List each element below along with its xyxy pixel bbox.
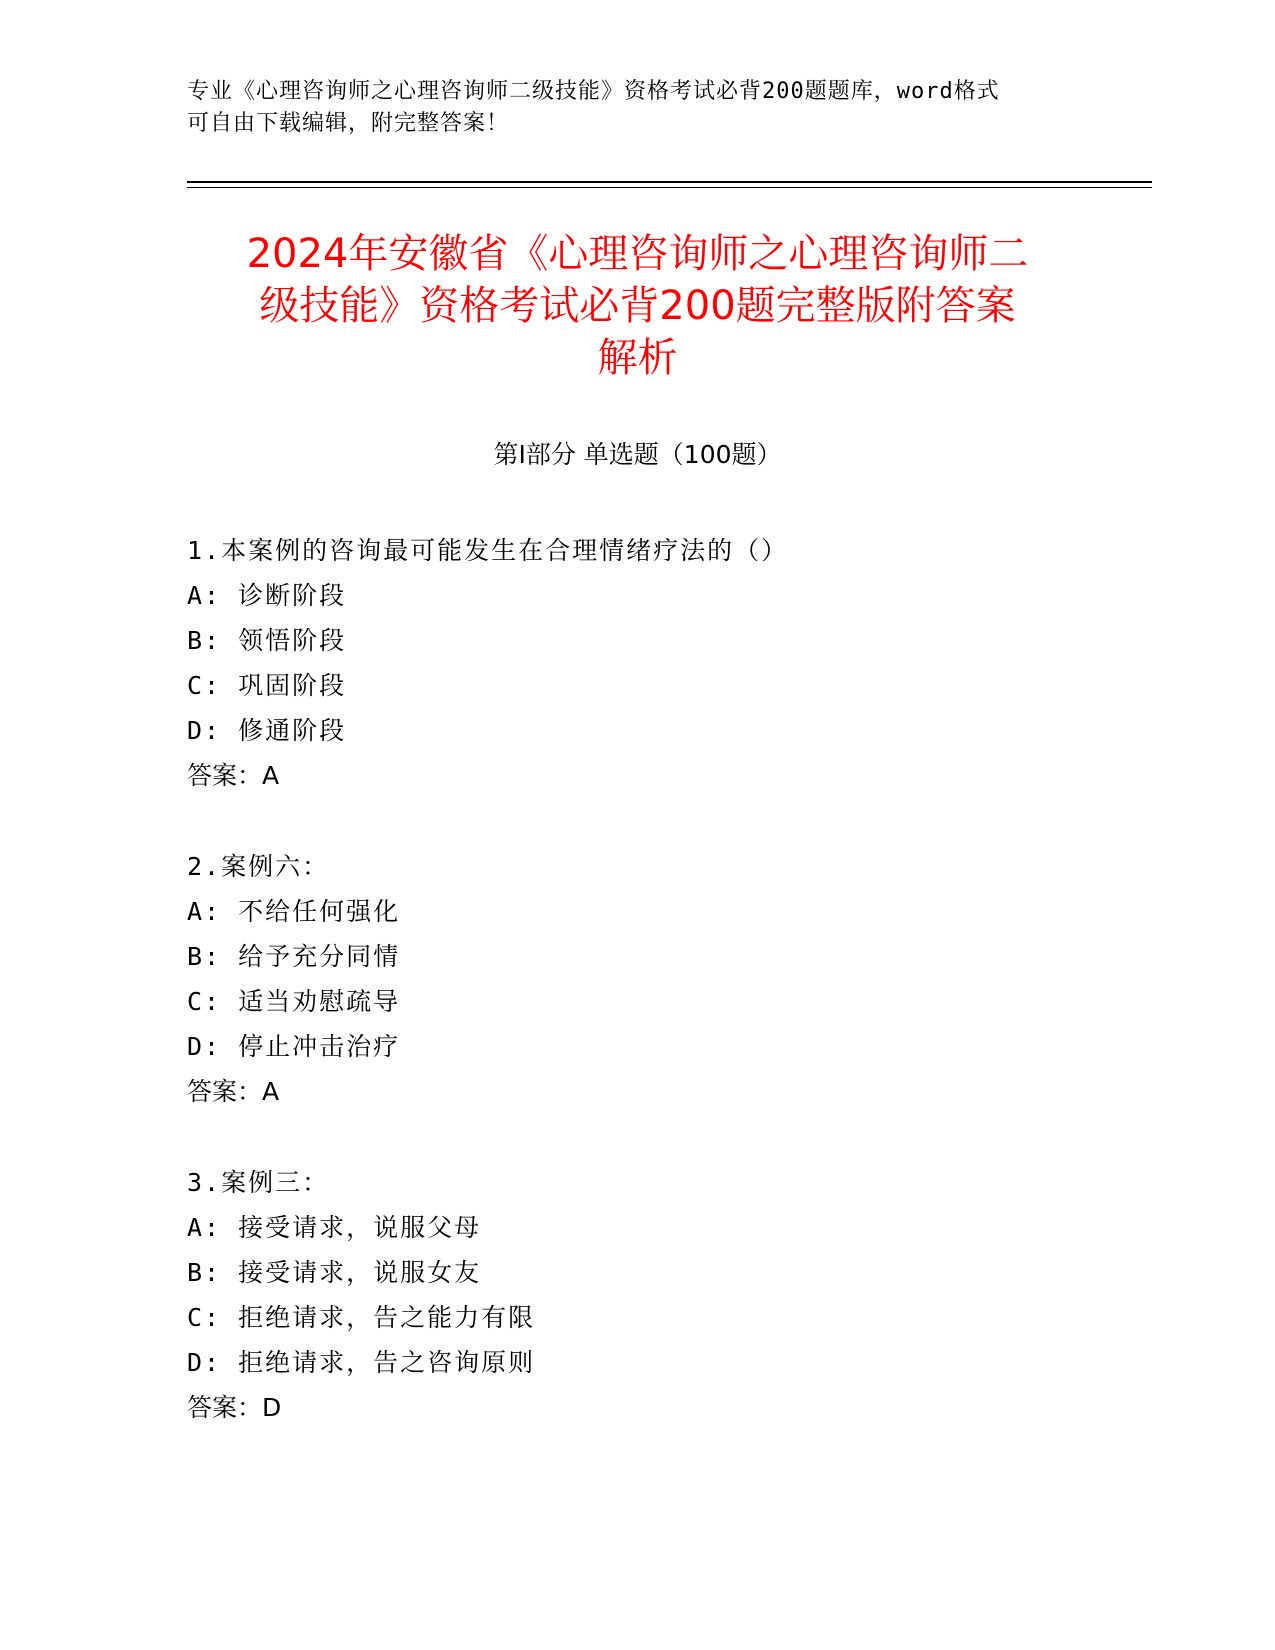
- question-stem: 1.本案例的咨询最可能发生在合理情绪疗法的（）: [187, 536, 789, 565]
- header-divider-thin: [187, 187, 1152, 188]
- option-d: D: 停止冲击治疗: [187, 1032, 401, 1061]
- option-c: C: 适当劝慰疏导: [187, 987, 401, 1016]
- option-d: D: 修通阶段: [187, 716, 347, 745]
- option-a: A: 接受请求，说服父母: [187, 1213, 482, 1242]
- question-stem: 2.案例六：: [187, 852, 330, 881]
- option-a: A: 不给任何强化: [187, 897, 401, 926]
- option-c: C: 巩固阶段: [187, 671, 347, 700]
- document-title-line-1: 2024年安徽省《心理咨询师之心理咨询师二: [246, 231, 1029, 277]
- question-stem: 3.案例三：: [187, 1168, 330, 1197]
- header-note-line-1: 专业《心理咨询师之心理咨询师二级技能》资格考试必背200题题库，word格式: [187, 79, 1000, 104]
- document-title-line-2: 级技能》资格考试必背200题完整版附答案: [259, 283, 1016, 329]
- question-3: [187, 1160, 1147, 1430]
- option-b: B: 接受请求，说服女友: [187, 1258, 482, 1287]
- answer: 答案：D: [187, 1393, 282, 1422]
- question-2: [187, 844, 1147, 1114]
- answer: 答案：A: [187, 1077, 280, 1106]
- option-c: C: 拒绝请求，告之能力有限: [187, 1303, 536, 1332]
- question-list: [187, 528, 1147, 1476]
- answer: 答案：A: [187, 761, 280, 790]
- option-a: A: 诊断阶段: [187, 581, 347, 610]
- option-b: B: 给予充分同情: [187, 942, 401, 971]
- document-title: [150, 228, 1125, 384]
- header-note: [187, 76, 1067, 140]
- section-heading: 第Ⅰ部分 单选题（100题）: [493, 440, 782, 469]
- document-title-line-3: 解析: [597, 335, 678, 381]
- option-d: D: 拒绝请求，告之咨询原则: [187, 1348, 536, 1377]
- question-1: [187, 528, 1147, 798]
- header-divider-thick: [187, 181, 1152, 183]
- option-b: B: 领悟阶段: [187, 626, 347, 655]
- header-note-line-2: 可自由下载编辑，附完整答案！: [187, 111, 510, 136]
